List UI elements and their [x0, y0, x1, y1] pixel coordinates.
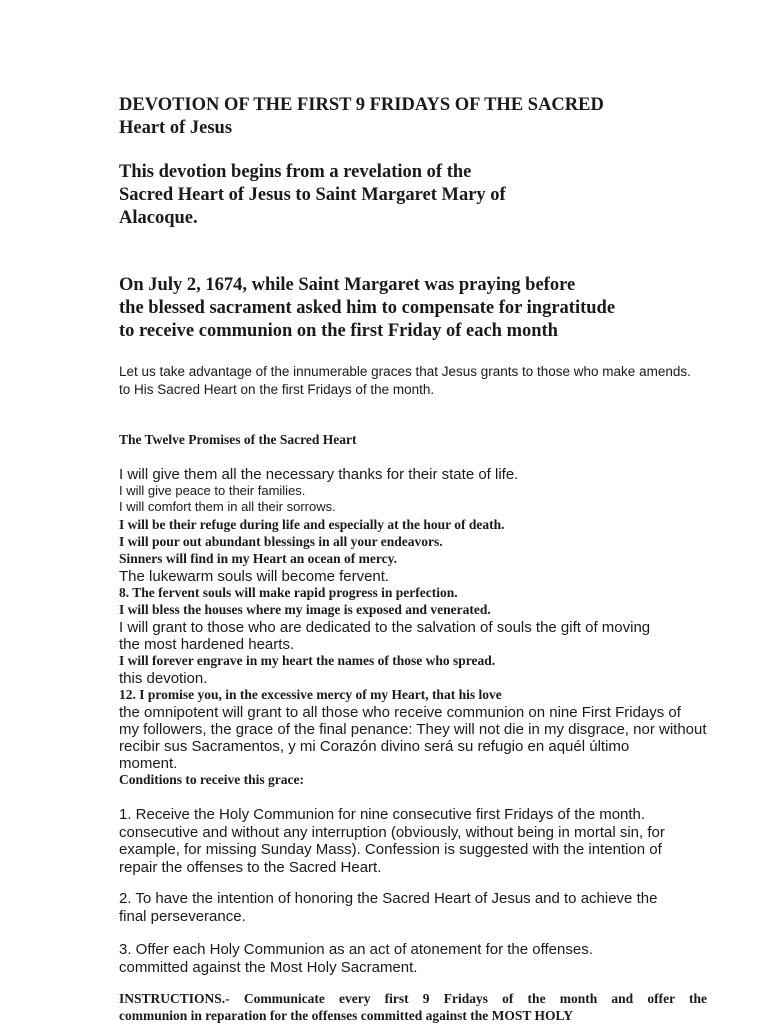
- promise-item: the omnipotent will grant to all those who receive communion on nine First Fridays of: [119, 704, 681, 721]
- condition-line: 3. Offer each Holy Communion as an act of atonement for the offenses.: [119, 941, 593, 958]
- promise-item: the most hardened hearts.: [119, 636, 295, 653]
- condition-line: 1. Receive the Holy Communion for nine consecutive first Fridays of the month.: [119, 806, 646, 823]
- promises-heading: The Twelve Promises of the Sacred Heart: [119, 432, 357, 447]
- promise-item: I will be their refuge during life and especially at the hour of death.: [119, 517, 505, 532]
- graces-paragraph: [119, 363, 691, 399]
- condition-line: example, for missing Sunday Mass). Confession is suggested with the intention of: [119, 841, 662, 858]
- instructions-line: communion in reparation for the offenses committed against the MOST HOLY: [119, 1008, 573, 1023]
- promise-item: recibir sus Sacramentos, y mi Corazón divino será su refugio en aquél último: [119, 738, 630, 755]
- promise-item: I will give them all the necessary thanks for their state of life.: [119, 466, 519, 483]
- intro-line: Sacred Heart of Jesus to Saint Margaret Mary of: [119, 185, 506, 205]
- promise-item: Sinners will find in my Heart an ocean of mercy.: [119, 551, 397, 566]
- promise-item: I will grant to those who are dedicated to the salvation of souls the gift of moving: [119, 619, 651, 636]
- date-line: to receive communion on the first Friday of each month: [119, 321, 558, 341]
- promise-item: I will pour out abundant blessings in all your endeavors.: [119, 534, 443, 549]
- intro-line: This devotion begins from a revelation of the: [119, 162, 472, 182]
- condition-1: [119, 806, 709, 876]
- instructions-paragraph: [119, 990, 707, 1024]
- date-line: On July 2, 1674, while Saint Margaret was praying before: [119, 275, 576, 295]
- condition-line: committed against the Most Holy Sacrament.: [119, 958, 418, 976]
- promise-item: I will forever engrave in my heart the names of those who spread.: [119, 653, 496, 668]
- title-line: DEVOTION OF THE FIRST 9 FRIDAYS OF THE SACRED: [119, 95, 604, 115]
- condition-line: 2. To have the intention of honoring the Sacred Heart of Jesus and to achieve the: [119, 890, 658, 907]
- promise-item: The lukewarm souls will become fervent.: [119, 568, 390, 585]
- title-line: Heart of Jesus: [119, 118, 233, 138]
- promise-item: I will comfort them in all their sorrows.: [119, 499, 336, 514]
- document-title: [119, 94, 719, 140]
- promise-item: my followers, the grace of the final penance: They will not die in my disgrace, nor without: [119, 721, 707, 738]
- promise-item: 12. I promise you, in the excessive mercy of my Heart, that his love: [119, 687, 502, 702]
- graces-line: Let us take advantage of the innumerable graces that Jesus grants to those who make amends.: [119, 364, 691, 379]
- promise-item: moment.: [119, 755, 178, 772]
- graces-line: to His Sacred Heart on the first Fridays of the month.: [119, 382, 435, 397]
- promise-item: 8. The fervent souls will make rapid progress in perfection.: [119, 585, 458, 600]
- condition-line: final perseverance.: [119, 907, 246, 925]
- date-paragraph: [119, 274, 679, 343]
- condition-2: [119, 890, 709, 925]
- instructions-line: INSTRUCTIONS.- Communicate every first 9 Fridays of the month and offer the: [119, 991, 707, 1006]
- condition-line: repair the offenses to the Sacred Heart.: [119, 858, 382, 876]
- condition-3: [119, 941, 709, 976]
- promise-item: I will give peace to their families.: [119, 483, 306, 498]
- intro-line: Alacoque.: [119, 208, 198, 228]
- date-line: the blessed sacrament asked him to compensate for ingratitude: [119, 298, 616, 318]
- promise-item: I will bless the houses where my image is exposed and venerated.: [119, 602, 491, 617]
- intro-paragraph: [119, 161, 589, 230]
- conditions-heading: Conditions to receive this grace:: [119, 772, 304, 787]
- condition-line: consecutive and without any interruption (obviously, without being in mortal sin, for: [119, 823, 665, 841]
- promise-item: this devotion.: [119, 670, 208, 687]
